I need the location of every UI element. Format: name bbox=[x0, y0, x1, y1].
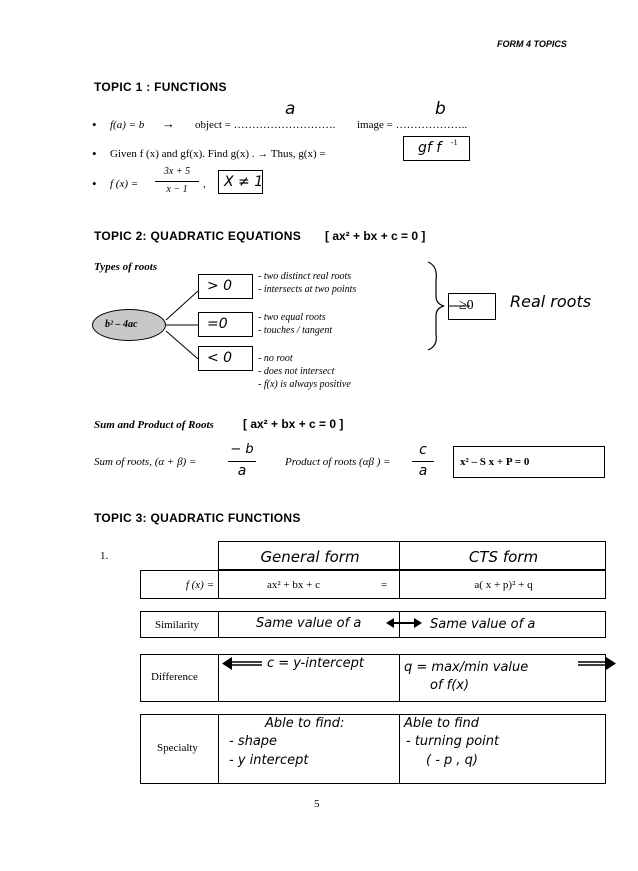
bullet: • bbox=[92, 146, 97, 161]
topic1-line1-lhs: f(a) = b bbox=[110, 119, 145, 131]
specialty-cts-item: ( - p , q) bbox=[426, 753, 478, 768]
difference-cts-line2: of f(x) bbox=[430, 678, 470, 693]
arrow-icon: → bbox=[162, 116, 175, 131]
case-label: > 0 bbox=[207, 278, 233, 294]
column-header: CTS form bbox=[468, 548, 539, 566]
specialty-cts-head: Able to find bbox=[404, 716, 479, 731]
topic2-title: TOPIC 2: QUADRATIC EQUATIONS bbox=[94, 229, 302, 243]
topic2-equation: [ ax² + bx + c = 0 ] bbox=[325, 229, 426, 243]
specialty-general-item: - y intercept bbox=[229, 753, 309, 768]
specialty-general-item: - shape bbox=[229, 734, 278, 749]
case-label: =0 bbox=[207, 316, 228, 332]
combined-label: ≥0 bbox=[459, 298, 474, 313]
specialty-label: Specialty bbox=[157, 742, 198, 754]
cts-expression: a( x + p)² + q bbox=[474, 579, 533, 591]
types-heading: Types of roots bbox=[94, 261, 158, 273]
difference-cts-line1: q = max/min value bbox=[404, 660, 529, 675]
right-arrow-icon bbox=[578, 657, 616, 670]
case-note: - two distinct real roots bbox=[258, 271, 352, 282]
item-number: 1. bbox=[100, 550, 109, 562]
similarity-cts: Same value of a bbox=[430, 617, 536, 632]
product-numerator: c bbox=[419, 442, 427, 458]
case-note: - intersects at two points bbox=[258, 284, 357, 295]
image-label: image = ……………….. bbox=[357, 119, 468, 131]
sum-product-heading: Sum and Product of Roots bbox=[94, 419, 214, 431]
difference-label: Difference bbox=[151, 671, 198, 683]
fraction-numerator: 3x + 5 bbox=[163, 166, 191, 177]
left-arrow-icon bbox=[222, 657, 262, 670]
sum-roots-label: Sum of roots, (α + β) = bbox=[94, 456, 197, 468]
object-label: object = ………………………. bbox=[195, 119, 336, 131]
case-label: < 0 bbox=[207, 350, 233, 366]
equals-sign: = bbox=[381, 579, 388, 591]
topic3-title: TOPIC 3: QUADRATIC FUNCTIONS bbox=[94, 511, 301, 525]
sum-product-equation: [ ax² + bx + c = 0 ] bbox=[243, 417, 344, 431]
formula-text: x² – S x + P = 0 bbox=[460, 456, 530, 468]
page-header: FORM 4 TOPICS bbox=[497, 39, 567, 49]
product-denominator: a bbox=[418, 463, 428, 479]
column-header: General form bbox=[260, 548, 360, 566]
difference-general: c = y-intercept bbox=[267, 656, 365, 671]
specialty-cts-item: - turning point bbox=[406, 734, 500, 749]
case-note: - no root bbox=[258, 353, 293, 364]
topic1-title: TOPIC 1 : FUNCTIONS bbox=[94, 80, 227, 94]
object-answer: a bbox=[285, 99, 296, 119]
case-note: - does not intersect bbox=[258, 366, 335, 377]
case-note: - f(x) is always positive bbox=[258, 379, 351, 390]
line3-answer: X ≠ 1 bbox=[224, 174, 264, 190]
sum-denominator: a bbox=[237, 463, 247, 479]
line2-superscript: -1 bbox=[451, 138, 458, 147]
specialty-general-head: Able to find: bbox=[265, 716, 345, 731]
product-roots-label: Product of roots (αβ ) = bbox=[285, 456, 391, 468]
real-roots-text: Real roots bbox=[510, 292, 592, 311]
page-number: 5 bbox=[314, 798, 320, 810]
double-arrow-icon bbox=[386, 618, 422, 628]
topic1-line2-text: Given f (x) and gf(x). Find g(x) . → Thus, g(x) = bbox=[110, 148, 326, 160]
similarity-label: Similarity bbox=[155, 619, 199, 631]
discriminant-label: b² – 4ac bbox=[105, 319, 138, 330]
bullet: • bbox=[92, 117, 97, 132]
line2-answer: gf f bbox=[418, 140, 442, 156]
fx-label: f (x) = bbox=[185, 579, 214, 591]
sum-numerator: − b bbox=[230, 442, 254, 457]
case-note: - two equal roots bbox=[258, 312, 326, 323]
general-expression: ax² + bx + c bbox=[267, 579, 320, 591]
bullet: • bbox=[92, 176, 97, 191]
comma: , bbox=[203, 178, 206, 190]
case-note: - touches / tangent bbox=[258, 325, 333, 336]
topic1-line3-lhs: f (x) = bbox=[110, 178, 139, 190]
image-answer: b bbox=[435, 99, 446, 119]
similarity-general: Same value of a bbox=[256, 616, 362, 631]
fraction-denominator: x − 1 bbox=[166, 184, 188, 195]
